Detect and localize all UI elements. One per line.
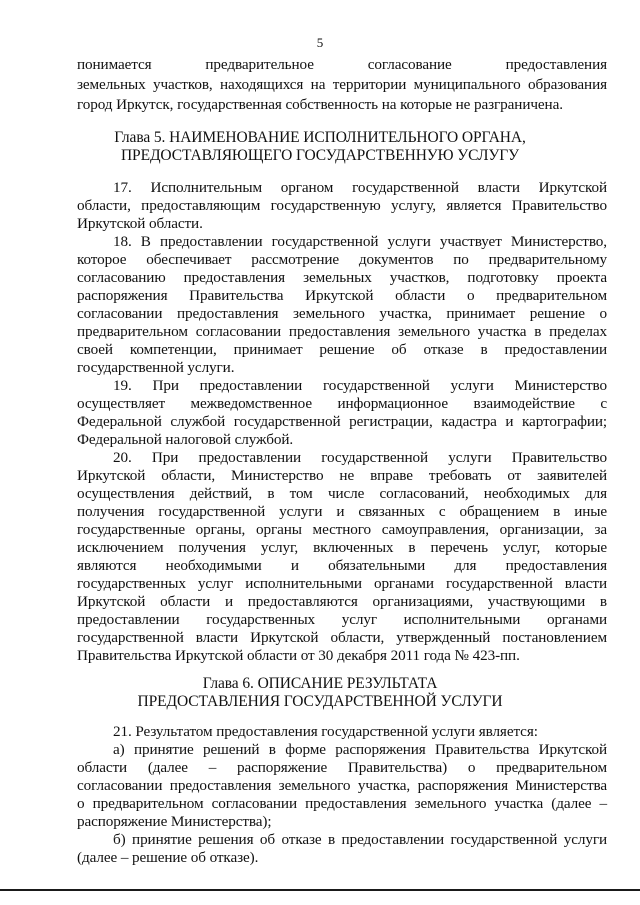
paragraph-line: получения государственной услуги и связанных с обращением в иные xyxy=(77,503,607,520)
paragraph-line: являются необходимыми и обязательными для предоставления xyxy=(77,557,607,574)
paragraph-line: Федеральной налоговой службой. xyxy=(77,431,294,448)
paragraph-line: Правительства Иркутской области от 30 декабря 2011 года № 423-пп. xyxy=(77,647,520,664)
paragraph-line: (далее – решение об отказе). xyxy=(77,849,259,866)
paragraph-line: Иркутской области. xyxy=(77,215,203,232)
page-number: 5 xyxy=(316,35,324,50)
paragraph-line: государственной власти Иркутской области, утвержденный постановлением xyxy=(77,629,607,646)
paragraph-line: государственные органы, органы местного самоуправления, организации, за xyxy=(77,521,607,538)
paragraph-line: а) принятие решений в форме распоряжения Правительства Иркутской xyxy=(113,741,607,758)
paragraph-line: исключением получения услуг, включенных в перечень услуг, которые xyxy=(77,539,607,556)
paragraph-line: согласовании предоставления земельного участка, принимает решение о xyxy=(77,305,607,322)
paragraph-line: 17. Исполнительным органом государственной власти Иркутской xyxy=(113,179,607,196)
chapter-heading-line: Глава 5. НАИМЕНОВАНИЕ ИСПОЛНИТЕЛЬНОГО ОРГАНА, xyxy=(114,129,526,146)
paragraph-line: области, предоставляющим государственную услугу, является Правительство xyxy=(77,197,607,214)
paragraph-line: своей компетенции, принимает решение об отказе в предоставлении xyxy=(77,341,607,358)
page-bottom-border xyxy=(0,889,640,891)
paragraph-line: 21. Результатом предоставления государственной услуги является: xyxy=(113,723,538,740)
paragraph-line: город Иркутск, государственная собственность на которые не разграничена. xyxy=(77,96,563,113)
paragraph-line: предварительном согласовании предоставления земельного участка в пределах xyxy=(77,323,607,340)
paragraph-line: б) принятие решения об отказе в предоставлении государственной услуги xyxy=(113,831,607,848)
paragraph-line: Федеральной службой государственной регистрации, кадастра и картографии; xyxy=(77,413,607,430)
paragraph-line: осуществляет межведомственное информационное взаимодействие с xyxy=(77,395,607,412)
paragraph-line: согласовании предоставления земельного участка, распоряжения Министерства xyxy=(77,777,607,794)
paragraph-line: о предварительном согласовании предоставления земельного участка (далее – xyxy=(77,795,607,812)
paragraph-line: согласованию предоставления земельных участков, подготовку проекта xyxy=(77,269,607,286)
chapter-heading-line: Глава 6. ОПИСАНИЕ РЕЗУЛЬТАТА xyxy=(202,675,438,692)
paragraph-line: Иркутской области, Министерство не вправе требовать от заявителей xyxy=(77,467,607,484)
paragraph-line: понимается предварительное согласование предоставления xyxy=(77,56,607,73)
paragraph-line: Иркутской области и предоставляются организациями, участвующими в xyxy=(77,593,607,610)
chapter-heading-line: ПРЕДОСТАВЛЕНИЯ ГОСУДАРСТВЕННОЙ УСЛУГИ xyxy=(137,693,503,710)
paragraph-line: государственных услуг исполнительными органами государственной власти xyxy=(77,575,607,592)
paragraph-line: 18. В предоставлении государственной услуги участвует Министерство, xyxy=(113,233,607,250)
paragraph-line: 20. При предоставлении государственной услуги Правительство xyxy=(113,449,607,466)
paragraph-line: государственной услуги. xyxy=(77,359,235,376)
paragraph-line: осуществления действий, в том числе согласований, необходимых для xyxy=(77,485,607,502)
paragraph-line: земельных участков, находящихся на территории муниципального образования xyxy=(77,76,607,93)
paragraph-line: области (далее – распоряжение Правительства) о предварительном xyxy=(77,759,607,776)
paragraph-line: распоряжение Министерства); xyxy=(77,813,272,830)
paragraph-line: распоряжения Правительства Иркутской области о предварительном xyxy=(77,287,607,304)
paragraph-line: предоставлении государственных услуг исполнительными органами xyxy=(77,611,607,628)
paragraph-line: 19. При предоставлении государственной услуги Министерство xyxy=(113,377,607,394)
chapter-heading-line: ПРЕДОСТАВЛЯЮЩЕГО ГОСУДАРСТВЕННУЮ УСЛУГУ xyxy=(120,147,520,164)
paragraph-line: которое обеспечивает рассмотрение документов по предварительному xyxy=(77,251,607,268)
